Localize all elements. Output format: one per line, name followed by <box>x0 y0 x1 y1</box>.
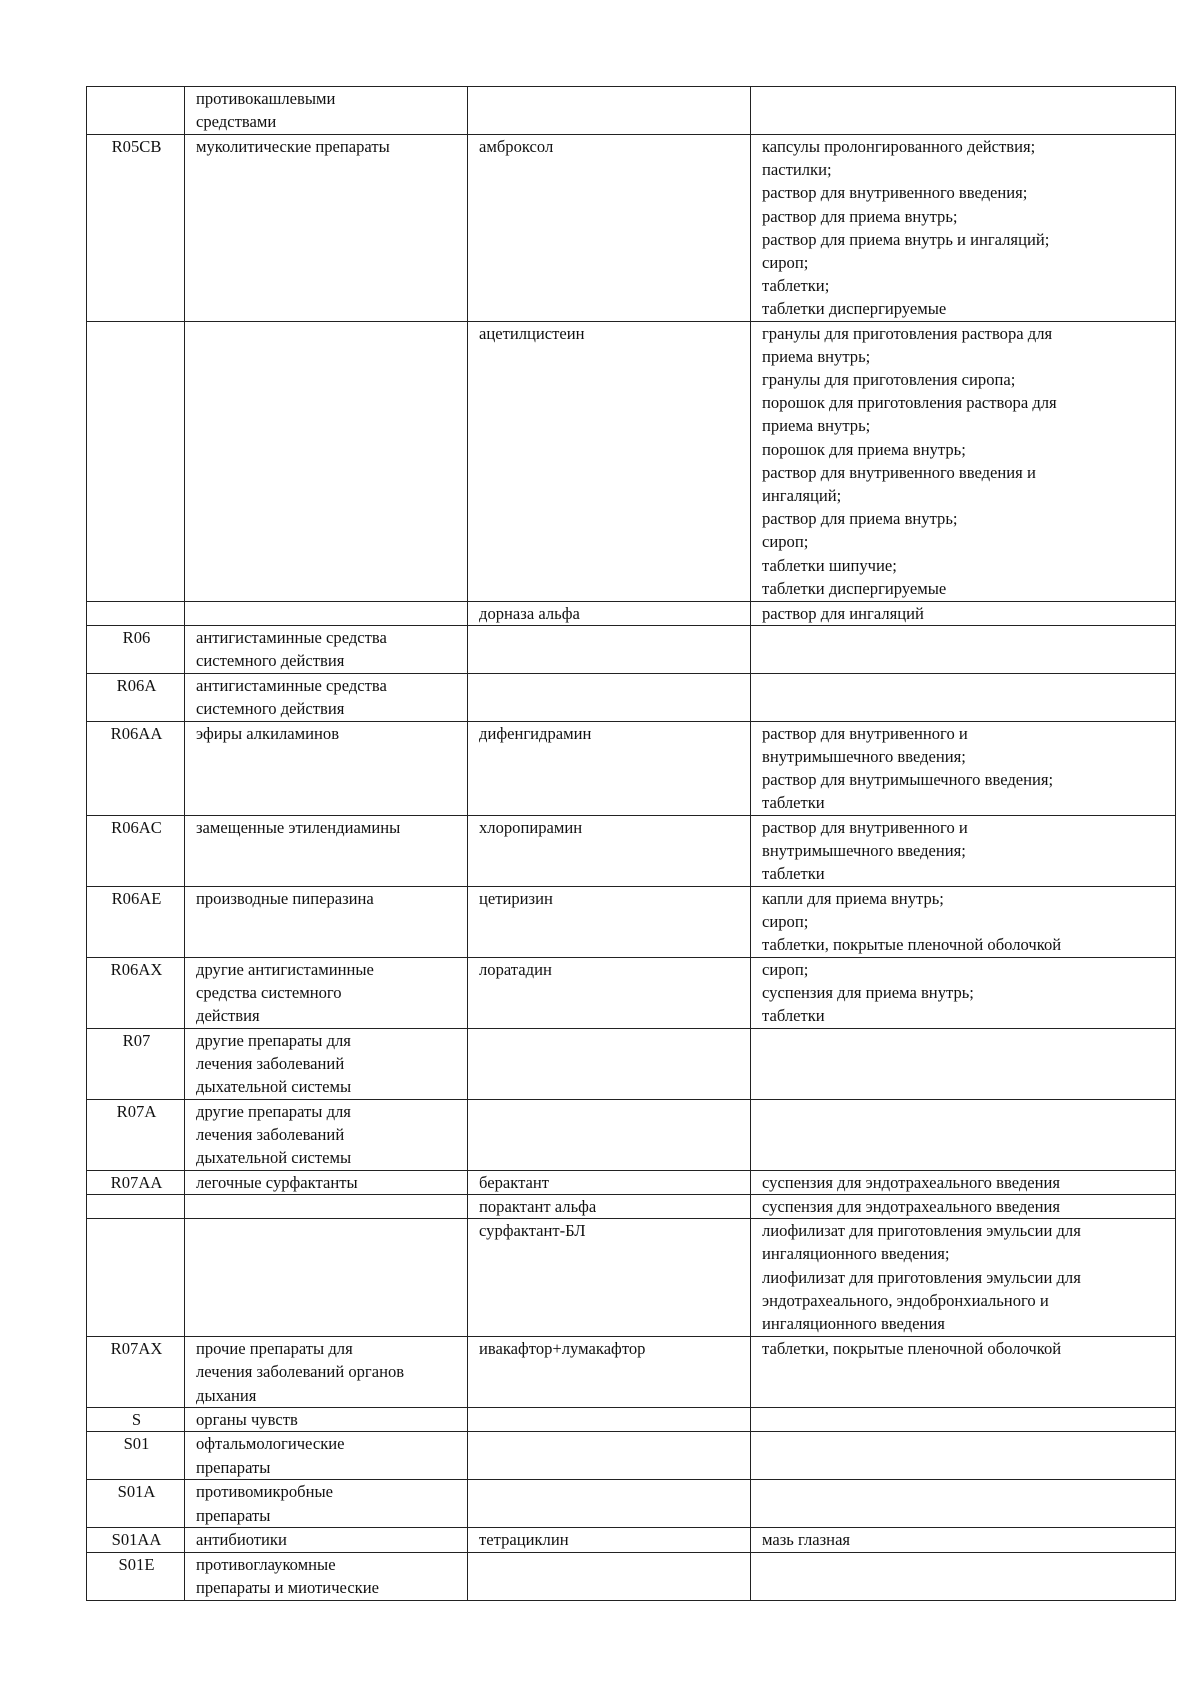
substance-name-cell: амброксол <box>468 135 751 322</box>
table-row <box>87 321 1176 601</box>
atc-code-cell: R06AX <box>87 957 185 1028</box>
anatomical-group-cell: другие антигистаминные средства системного действия <box>185 957 468 1028</box>
anatomical-group-cell: прочие препараты для лечения заболеваний органов дыхания <box>185 1337 468 1408</box>
table-row <box>87 1408 1176 1432</box>
table-row <box>87 815 1176 886</box>
dosage-forms-cell: капсулы пролонгированного действия; пастилки; раствор для внутривенного введения; раствор для приема внутрь; раствор для приема внутрь и ингаляций; сироп; таблетки; таблетки диспергируемые <box>751 135 1176 322</box>
anatomical-group-cell: антибиотики <box>185 1528 468 1552</box>
atc-code-cell: S <box>87 1408 185 1432</box>
anatomical-group-cell <box>185 601 468 625</box>
substance-name-cell <box>468 1408 751 1432</box>
dosage-forms-cell <box>751 1028 1176 1099</box>
atc-code-cell <box>87 601 185 625</box>
anatomical-group-cell: легочные сурфактанты <box>185 1170 468 1194</box>
table-row <box>87 1195 1176 1219</box>
table-row <box>87 1552 1176 1600</box>
table-row <box>87 1099 1176 1170</box>
atc-code-cell: R05CB <box>87 135 185 322</box>
table-row <box>87 1219 1176 1337</box>
table-row <box>87 721 1176 815</box>
atc-code-cell: R06AC <box>87 815 185 886</box>
anatomical-group-cell: органы чувств <box>185 1408 468 1432</box>
substance-name-cell: хлоропирамин <box>468 815 751 886</box>
anatomical-group-cell: противокашлевыми средствами <box>185 87 468 135</box>
anatomical-group-cell <box>185 321 468 601</box>
substance-name-cell <box>468 673 751 721</box>
substance-name-cell <box>468 87 751 135</box>
atc-code-cell: S01E <box>87 1552 185 1600</box>
drug-table <box>86 86 1176 1601</box>
table-row <box>87 625 1176 673</box>
atc-code-cell: R06AA <box>87 721 185 815</box>
table-row <box>87 1432 1176 1480</box>
atc-code-cell: R07AA <box>87 1170 185 1194</box>
anatomical-group-cell: противоглаукомные препараты и миотические <box>185 1552 468 1600</box>
substance-name-cell: сурфактант-БЛ <box>468 1219 751 1337</box>
substance-name-cell <box>468 1552 751 1600</box>
substance-name-cell <box>468 625 751 673</box>
anatomical-group-cell: эфиры алкиламинов <box>185 721 468 815</box>
substance-name-cell: цетиризин <box>468 886 751 957</box>
document-page <box>86 86 1175 1601</box>
atc-code-cell: R06A <box>87 673 185 721</box>
atc-code-cell <box>87 87 185 135</box>
anatomical-group-cell: офтальмологические препараты <box>185 1432 468 1480</box>
atc-code-cell: R07AX <box>87 1337 185 1408</box>
dosage-forms-cell <box>751 1552 1176 1600</box>
substance-name-cell: порактант альфа <box>468 1195 751 1219</box>
dosage-forms-cell: мазь глазная <box>751 1528 1176 1552</box>
dosage-forms-cell <box>751 1480 1176 1528</box>
substance-name-cell <box>468 1099 751 1170</box>
atc-code-cell: R06AE <box>87 886 185 957</box>
dosage-forms-cell <box>751 1408 1176 1432</box>
table-row <box>87 1480 1176 1528</box>
dosage-forms-cell <box>751 87 1176 135</box>
atc-code-cell <box>87 321 185 601</box>
atc-code-cell: R06 <box>87 625 185 673</box>
substance-name-cell <box>468 1028 751 1099</box>
anatomical-group-cell: другие препараты для лечения заболеваний дыхательной системы <box>185 1099 468 1170</box>
table-row <box>87 87 1176 135</box>
table-row <box>87 1337 1176 1408</box>
dosage-forms-cell: раствор для внутривенного и внутримышечного введения; таблетки <box>751 815 1176 886</box>
substance-name-cell: берактант <box>468 1170 751 1194</box>
dosage-forms-cell: суспензия для эндотрахеального введения <box>751 1170 1176 1194</box>
anatomical-group-cell: другие препараты для лечения заболеваний дыхательной системы <box>185 1028 468 1099</box>
table-body <box>87 87 1176 1601</box>
anatomical-group-cell: замещенные этилендиамины <box>185 815 468 886</box>
table-row <box>87 1170 1176 1194</box>
anatomical-group-cell: производные пиперазина <box>185 886 468 957</box>
dosage-forms-cell: капли для приема внутрь; сироп; таблетки, покрытые пленочной оболочкой <box>751 886 1176 957</box>
atc-code-cell <box>87 1195 185 1219</box>
dosage-forms-cell: раствор для внутривенного и внутримышечного введения; раствор для внутримышечного введения; таблетки <box>751 721 1176 815</box>
anatomical-group-cell <box>185 1219 468 1337</box>
substance-name-cell: тетрациклин <box>468 1528 751 1552</box>
substance-name-cell <box>468 1432 751 1480</box>
anatomical-group-cell <box>185 1195 468 1219</box>
anatomical-group-cell: муколитические препараты <box>185 135 468 322</box>
dosage-forms-cell <box>751 1099 1176 1170</box>
atc-code-cell: S01AA <box>87 1528 185 1552</box>
substance-name-cell: дорназа альфа <box>468 601 751 625</box>
substance-name-cell: дифенгидрамин <box>468 721 751 815</box>
atc-code-cell: S01A <box>87 1480 185 1528</box>
table-row <box>87 601 1176 625</box>
anatomical-group-cell: антигистаминные средства системного действия <box>185 625 468 673</box>
table-row <box>87 673 1176 721</box>
substance-name-cell: лоратадин <box>468 957 751 1028</box>
table-row <box>87 1028 1176 1099</box>
dosage-forms-cell <box>751 625 1176 673</box>
table-row <box>87 135 1176 322</box>
substance-name-cell: ивакафтор+лумакафтор <box>468 1337 751 1408</box>
anatomical-group-cell: противомикробные препараты <box>185 1480 468 1528</box>
table-row <box>87 886 1176 957</box>
dosage-forms-cell: сироп; суспензия для приема внутрь; таблетки <box>751 957 1176 1028</box>
anatomical-group-cell: антигистаминные средства системного действия <box>185 673 468 721</box>
dosage-forms-cell: лиофилизат для приготовления эмульсии для ингаляционного введения; лиофилизат для приготовления эмульсии для эндотрахеального, эндобронхиального и ингаляционного введения <box>751 1219 1176 1337</box>
atc-code-cell <box>87 1219 185 1337</box>
dosage-forms-cell: суспензия для эндотрахеального введения <box>751 1195 1176 1219</box>
table-row <box>87 1528 1176 1552</box>
atc-code-cell: R07A <box>87 1099 185 1170</box>
table-row <box>87 957 1176 1028</box>
dosage-forms-cell <box>751 673 1176 721</box>
substance-name-cell <box>468 1480 751 1528</box>
dosage-forms-cell <box>751 1432 1176 1480</box>
atc-code-cell: S01 <box>87 1432 185 1480</box>
atc-code-cell: R07 <box>87 1028 185 1099</box>
dosage-forms-cell: раствор для ингаляций <box>751 601 1176 625</box>
dosage-forms-cell: гранулы для приготовления раствора для приема внутрь; гранулы для приготовления сиропа; порошок для приготовления раствора для приема внутрь; порошок для приема внутрь; раствор для внутривенного введения и ингаляций; раствор для приема внутрь; сироп; таблетки шипучие; таблетки диспергируемые <box>751 321 1176 601</box>
substance-name-cell: ацетилцистеин <box>468 321 751 601</box>
dosage-forms-cell: таблетки, покрытые пленочной оболочкой <box>751 1337 1176 1408</box>
